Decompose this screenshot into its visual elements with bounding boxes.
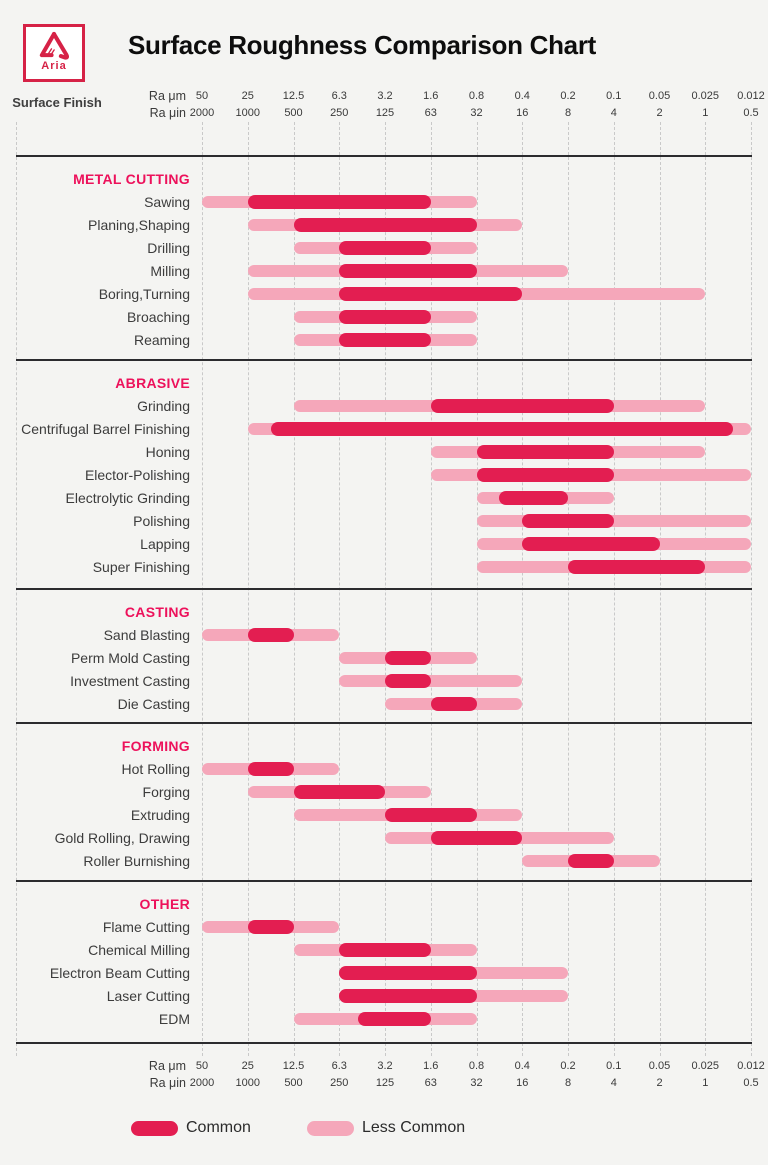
axis-tick-uin-top: 4: [610, 107, 617, 119]
axis-tick-um-bottom: 0.025: [691, 1060, 720, 1072]
process-label: Elector-Polishing: [84, 467, 190, 483]
bar-common: [385, 674, 431, 688]
axis-tick-uin-bottom: 125: [375, 1077, 395, 1089]
bar-common: [431, 831, 523, 845]
axis-tick-uin-top: 16: [516, 107, 529, 119]
bar-common: [339, 989, 476, 1003]
axis-unit-uin-bottom: Ra μin: [149, 1076, 186, 1090]
bar-common: [294, 218, 477, 232]
legend-common-label: Common: [186, 1119, 251, 1136]
process-label: Polishing: [133, 513, 190, 529]
process-label: Flame Cutting: [102, 919, 190, 935]
section-header: FORMING: [121, 738, 190, 754]
section-header: METAL CUTTING: [73, 171, 190, 187]
axis-tick-uin-bottom: 8: [564, 1077, 572, 1089]
axis-tick-uin-top: 63: [424, 107, 437, 119]
axis-tick-um-bottom: 0.1: [606, 1060, 622, 1072]
process-label: Broaching: [126, 309, 190, 325]
logo-text: Aria: [41, 60, 67, 72]
axis-tick-um-top: 6.3: [331, 90, 347, 102]
logo-caption: Surface Finish: [12, 95, 102, 110]
bar-common: [248, 195, 431, 209]
process-label: Sand Blasting: [103, 627, 190, 643]
process-label: Centrifugal Barrel Finishing: [21, 421, 190, 437]
axis-tick-uin-bottom: 16: [516, 1077, 529, 1089]
bar-common: [248, 920, 294, 934]
page-title: Surface Roughness Comparison Chart: [128, 30, 596, 60]
process-label: Chemical Milling: [88, 942, 190, 958]
axis-tick-uin-bottom: 2: [656, 1077, 663, 1089]
process-label: Laser Cutting: [106, 988, 190, 1004]
axis-tick-um-top: 0.4: [514, 90, 530, 102]
legend-item-common: [131, 1120, 251, 1136]
axis-tick-um-bottom: 0.8: [468, 1060, 485, 1072]
bar-common: [385, 808, 477, 822]
legend-less-common-label: Less Common: [362, 1119, 466, 1136]
axis-tick-um-top: 3.2: [377, 90, 393, 102]
bar-common: [522, 514, 614, 528]
axis-tick-uin-top: 125: [375, 107, 395, 119]
bar-common: [339, 333, 431, 347]
axis-tick-um-bottom: 6.3: [331, 1060, 347, 1072]
process-label: Drilling: [147, 240, 190, 256]
axis-tick-um-bottom: 12.5: [282, 1060, 305, 1072]
bar-common: [477, 445, 614, 459]
bar-common: [522, 537, 659, 551]
bar-common: [385, 651, 431, 665]
process-label: Electron Beam Cutting: [49, 965, 190, 981]
brand-logo: [23, 24, 85, 82]
section-divider: [16, 1042, 752, 1044]
bar-common: [339, 310, 431, 324]
axis-tick-uin-top: 1: [702, 107, 709, 119]
bar-common: [358, 1012, 431, 1026]
axis-tick-uin-bottom: 500: [284, 1077, 303, 1089]
axis-tick-um-bottom: 1.6: [423, 1060, 439, 1072]
axis-tick-uin-top: 0.5: [743, 107, 759, 119]
axis-tick-um-bottom: 0.4: [514, 1060, 530, 1072]
process-label: Boring,Turning: [98, 286, 190, 302]
bar-common: [431, 399, 614, 413]
bar-common: [339, 943, 431, 957]
process-label: Forging: [142, 784, 190, 800]
axis-tick-um-top: 12.5: [282, 90, 305, 102]
section-divider: [16, 722, 752, 724]
bar-common: [568, 854, 614, 868]
axis-unit-um-bottom: Ra μm: [148, 1059, 186, 1073]
section-divider: [16, 359, 752, 361]
axis-tick-um-top: 0.2: [560, 90, 576, 102]
axis-tick-um-bottom: 0.012: [737, 1060, 765, 1072]
section-divider: [16, 155, 752, 157]
axis-tick-uin-top: 250: [330, 107, 349, 119]
bar-less-common: [477, 515, 752, 527]
axis-tick-uin-bottom: 1000: [235, 1077, 260, 1089]
axis-tick-um-top: 50: [195, 90, 209, 102]
bar-common: [248, 628, 294, 642]
axis-tick-uin-top: 32: [470, 107, 483, 119]
legend-common-swatch: [131, 1121, 178, 1136]
bar-common: [248, 762, 294, 776]
section-header: CASTING: [124, 604, 190, 620]
axis-tick-um-bottom: 25: [241, 1060, 254, 1072]
axis-tick-um-top: 0.05: [648, 90, 671, 102]
section-header: OTHER: [139, 896, 190, 912]
axis-tick-uin-top: 2000: [189, 107, 215, 119]
legend-less-common-swatch: [307, 1121, 354, 1136]
section-divider: [16, 880, 752, 882]
bar-common: [339, 966, 476, 980]
axis-tick-uin-bottom: 0.5: [743, 1077, 759, 1089]
axis-tick-uin-top: 8: [564, 107, 572, 119]
process-label: Perm Mold Casting: [70, 650, 190, 666]
bar-common: [339, 264, 476, 278]
axis-tick-um-top: 1.6: [423, 90, 439, 102]
bar-common: [339, 287, 522, 301]
axis-tick-um-bottom: 0.05: [648, 1060, 671, 1072]
process-label: Electrolytic Grinding: [65, 490, 190, 506]
bar-common: [477, 468, 614, 482]
axis-tick-um-top: 0.1: [606, 90, 622, 102]
section-header: ABRASIVE: [115, 375, 190, 391]
process-label: Extruding: [130, 807, 190, 823]
axis-unit-uin-top: Ra μin: [149, 106, 186, 120]
section-divider: [16, 588, 752, 590]
process-label: Milling: [150, 263, 190, 279]
axis-tick-um-top: 0.025: [691, 90, 720, 102]
axis-tick-uin-top: 2: [656, 107, 663, 119]
axis-tick-uin-bottom: 2000: [189, 1077, 215, 1089]
bar-less-common: [339, 675, 522, 687]
axis-tick-um-top: 0.8: [468, 90, 485, 102]
axis-tick-uin-bottom: 32: [470, 1077, 483, 1089]
process-label: Roller Burnishing: [83, 853, 190, 869]
axis-unit-um-top: Ra μm: [148, 89, 186, 103]
process-label: Investment Casting: [70, 673, 190, 689]
axis-tick-um-top: 0.012: [737, 90, 765, 102]
bar-common: [339, 241, 431, 255]
bar-common: [271, 422, 733, 436]
bar-common: [568, 560, 705, 574]
process-label: Gold Rolling, Drawing: [54, 830, 190, 846]
axis-tick-uin-bottom: 1: [702, 1077, 709, 1089]
bar-common: [431, 697, 477, 711]
axis-tick-uin-top: 1000: [235, 107, 260, 119]
axis-tick-um-top: 25: [241, 90, 254, 102]
process-label: Honing: [145, 444, 190, 460]
process-label: Lapping: [140, 536, 190, 552]
process-label: Sawing: [144, 194, 190, 210]
axis-tick-um-bottom: 3.2: [377, 1060, 393, 1072]
aria-triangle-icon: [35, 30, 73, 64]
axis-tick-uin-bottom: 4: [610, 1077, 617, 1089]
axis-tick-uin-top: 500: [284, 107, 303, 119]
axis-tick-um-bottom: 50: [195, 1060, 209, 1072]
process-label: Planing,Shaping: [88, 217, 190, 233]
process-label: Super Finishing: [92, 559, 190, 575]
process-label: Hot Rolling: [121, 761, 190, 777]
axis-tick-uin-bottom: 63: [424, 1077, 437, 1089]
axis-tick-um-bottom: 0.2: [560, 1060, 576, 1072]
process-label: Reaming: [133, 332, 190, 348]
process-label: Grinding: [137, 398, 190, 414]
axis-tick-uin-bottom: 250: [330, 1077, 349, 1089]
bar-common: [499, 491, 568, 505]
process-label: Die Casting: [117, 696, 190, 712]
process-label: EDM: [158, 1011, 190, 1027]
legend-item-less-common: [307, 1120, 465, 1136]
bar-common: [294, 785, 386, 799]
